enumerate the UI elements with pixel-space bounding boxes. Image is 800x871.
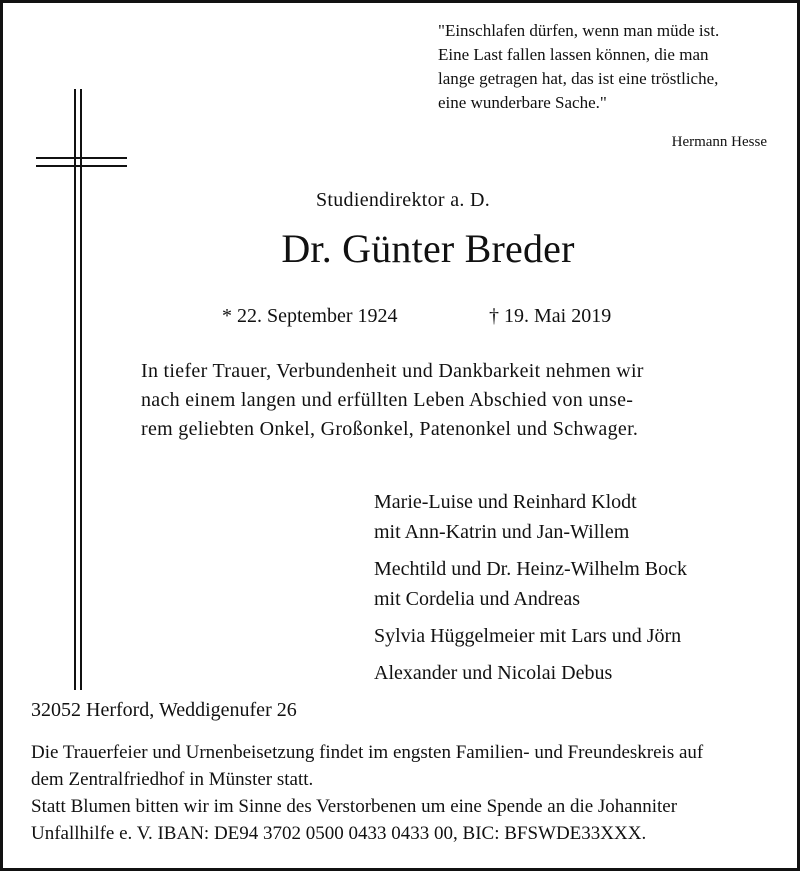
quote-line: "Einschlafen dürfen, wenn man müde ist. <box>438 21 720 40</box>
address: 32052 Herford, Weddigenufer 26 <box>31 699 297 721</box>
mourner-group <box>374 621 687 651</box>
mourner-group <box>374 487 687 547</box>
intro-text <box>141 357 716 444</box>
quote-author: Hermann Hesse <box>671 134 767 150</box>
quote-line: eine wunderbare Sache." <box>438 93 607 112</box>
funeral-notice <box>31 739 791 847</box>
notice-line: Unfallhilfe e. V. IBAN: DE94 3702 0500 0433 0433 00, BIC: BFSWDE33XXX. <box>31 823 647 844</box>
mourner-line: mit Cordelia und Andreas <box>374 588 581 610</box>
cross-horizontal-line <box>36 157 127 159</box>
mourner-group <box>374 658 687 688</box>
death-date: † 19. Mai 2019 <box>489 305 612 327</box>
quote-line: Eine Last fallen lassen können, die man <box>438 45 709 64</box>
deceased-name: Dr. Günter Breder <box>281 226 575 271</box>
intro-line: nach einem langen und erfüllten Leben Abschied von unse- <box>141 389 634 411</box>
mourner-line: Marie-Luise und Reinhard Klodt <box>374 491 637 513</box>
deceased-title: Studiendirektor a. D. <box>315 189 491 211</box>
quote-line: lange getragen hat, das ist eine tröstliche, <box>438 69 719 88</box>
quote-block <box>438 19 788 115</box>
notice-line: Die Trauerfeier und Urnenbeisetzung findet im engsten Familien- und Freundeskreis auf <box>31 742 704 763</box>
birth-date: * 22. September 1924 <box>222 305 398 327</box>
cross-horizontal-line <box>36 165 127 167</box>
mourner-line: Sylvia Hüggelmeier mit Lars und Jörn <box>374 625 682 647</box>
mourner-line: Alexander und Nicolai Debus <box>374 662 613 684</box>
mourner-group <box>374 554 687 614</box>
cross-vertical-line <box>80 89 82 690</box>
mourner-line: mit Ann-Katrin und Jan-Willem <box>374 521 630 543</box>
intro-line: In tiefer Trauer, Verbundenheit und Dankbarkeit nehmen wir <box>141 360 644 382</box>
intro-line: rem geliebten Onkel, Großonkel, Patenonkel und Schwager. <box>141 418 639 440</box>
mourners-list <box>374 487 687 695</box>
notice-line: Statt Blumen bitten wir im Sinne des Verstorbenen um eine Spende an die Johanniter <box>31 796 678 817</box>
notice-line: dem Zentralfriedhof in Münster statt. <box>31 769 314 790</box>
mourner-line: Mechtild und Dr. Heinz-Wilhelm Bock <box>374 558 688 580</box>
cross-vertical-line <box>74 89 76 690</box>
